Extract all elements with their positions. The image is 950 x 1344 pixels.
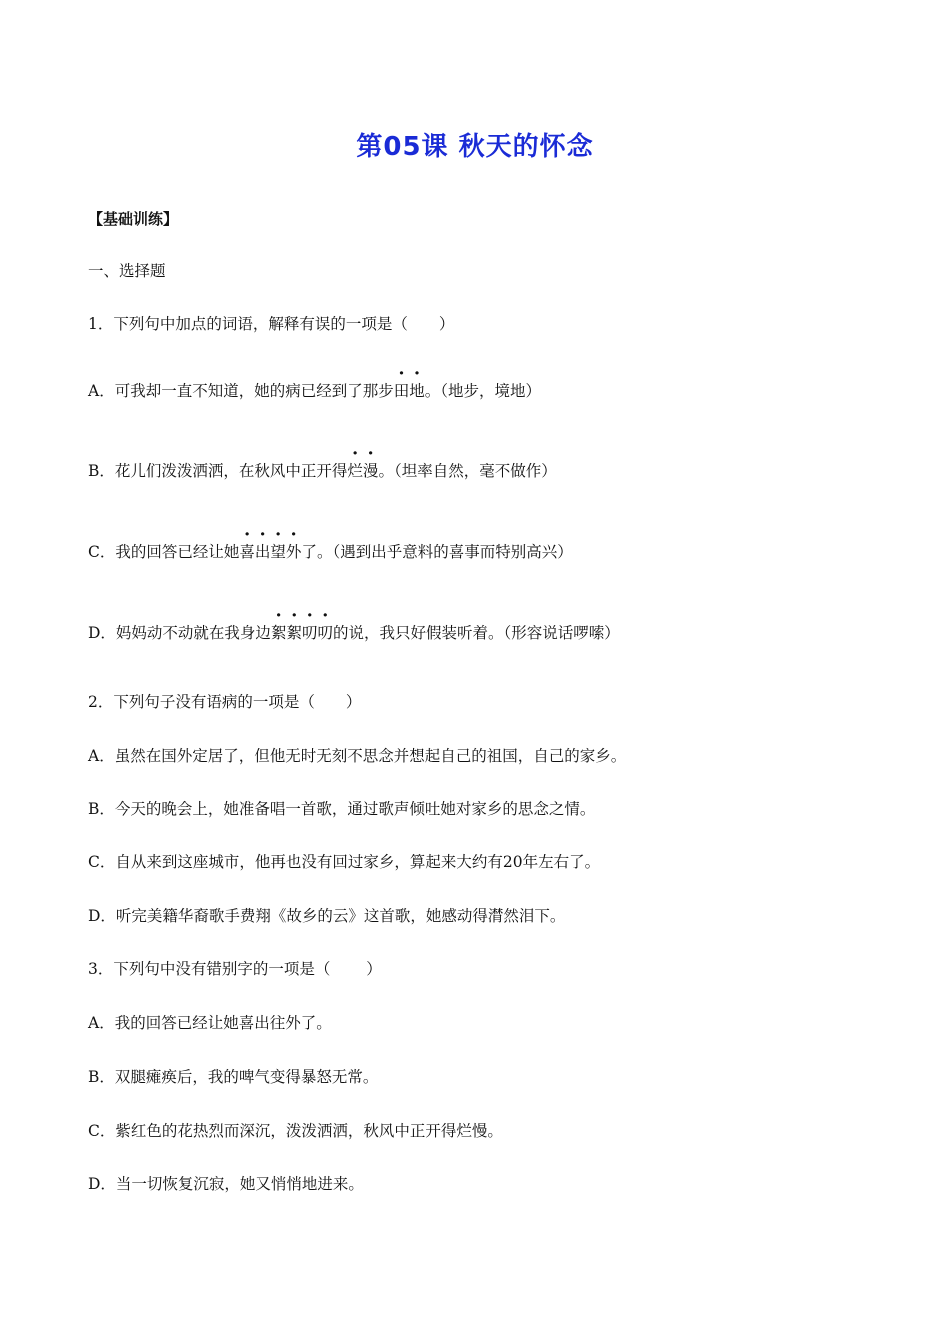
- option-text: D．妈妈动不动就在我身边: [88, 624, 271, 642]
- question-3-stem: 3．下列句中没有错别字的一项是（ ）: [88, 960, 382, 978]
- page-title: 第05课 秋天的怀念: [356, 132, 594, 162]
- question-3-option-a: A．我的回答已经让她喜出往外了。: [88, 1014, 332, 1032]
- question-2-option-c: C．自从来到这座城市，他再也没有回过家乡，算起来大约有20年左右了。: [88, 853, 601, 871]
- dotted-char: 望: [270, 543, 286, 561]
- option-text: A．可我却一直不知道，她的病已经到了那步: [88, 382, 394, 400]
- question-2-stem: 2．下列句子没有语病的一项是（ ）: [88, 693, 362, 711]
- option-text: B．花儿们泼泼洒洒，在秋风中正开得: [88, 462, 348, 480]
- question-1-option-c: [88, 541, 573, 563]
- question-3-option-b: B．双腿瘫痪后，我的啤气变得暴怒无常。: [88, 1068, 379, 1086]
- dotted-char: 絮: [270, 624, 287, 642]
- dotted-char: 絮: [286, 624, 302, 642]
- dotted-char: 地: [409, 382, 425, 400]
- dotted-char: 烂: [347, 462, 363, 480]
- question-2-option-a: A．虽然在国外定居了，但他无时无刻不思念并想起自己的祖国，自己的家乡。: [88, 747, 627, 765]
- question-1-option-b: [88, 460, 557, 482]
- option-text: C．我的回答已经让她: [88, 543, 240, 561]
- question-3-option-d: D．当一切恢复沉寂，她又悄悄地进来。: [88, 1175, 364, 1193]
- option-text: 。（坦率自然，毫不做作）: [378, 462, 557, 480]
- dotted-char: 叨: [317, 624, 333, 642]
- question-1-option-d: [88, 622, 620, 644]
- dotted-char: 外: [285, 543, 302, 561]
- question-2-option-d: D．听完美籍华裔歌手费翔《故乡的云》这首歌，她感动得潸然泪下。: [88, 907, 566, 925]
- question-1-option-a: [88, 380, 541, 402]
- option-text: 。（地步，境地）: [424, 382, 541, 400]
- option-text: 的说，我只好假装听着。（形容说话啰嗦）: [333, 624, 620, 642]
- dotted-char: 漫: [362, 462, 379, 480]
- question-2-option-b: B．今天的晚会上，她准备唱一首歌，通过歌声倾吐她对家乡的思念之情。: [88, 800, 596, 818]
- question-1-stem: 1．下列句中加点的词语，解释有误的一项是（ ）: [88, 315, 455, 333]
- dotted-char: 叨: [301, 624, 318, 642]
- dotted-char: 喜: [239, 543, 255, 561]
- dotted-char: 田: [393, 382, 410, 400]
- part-heading: 一、选择题: [88, 262, 166, 280]
- question-3-option-c: C．紫红色的花热烈而深沉，泼泼洒洒，秋风中正开得烂慢。: [88, 1122, 503, 1140]
- option-text: 了。（遇到出乎意料的喜事而特别高兴）: [301, 543, 573, 561]
- section-heading: 【基础训练】: [88, 210, 179, 228]
- dotted-char: 出: [254, 543, 271, 561]
